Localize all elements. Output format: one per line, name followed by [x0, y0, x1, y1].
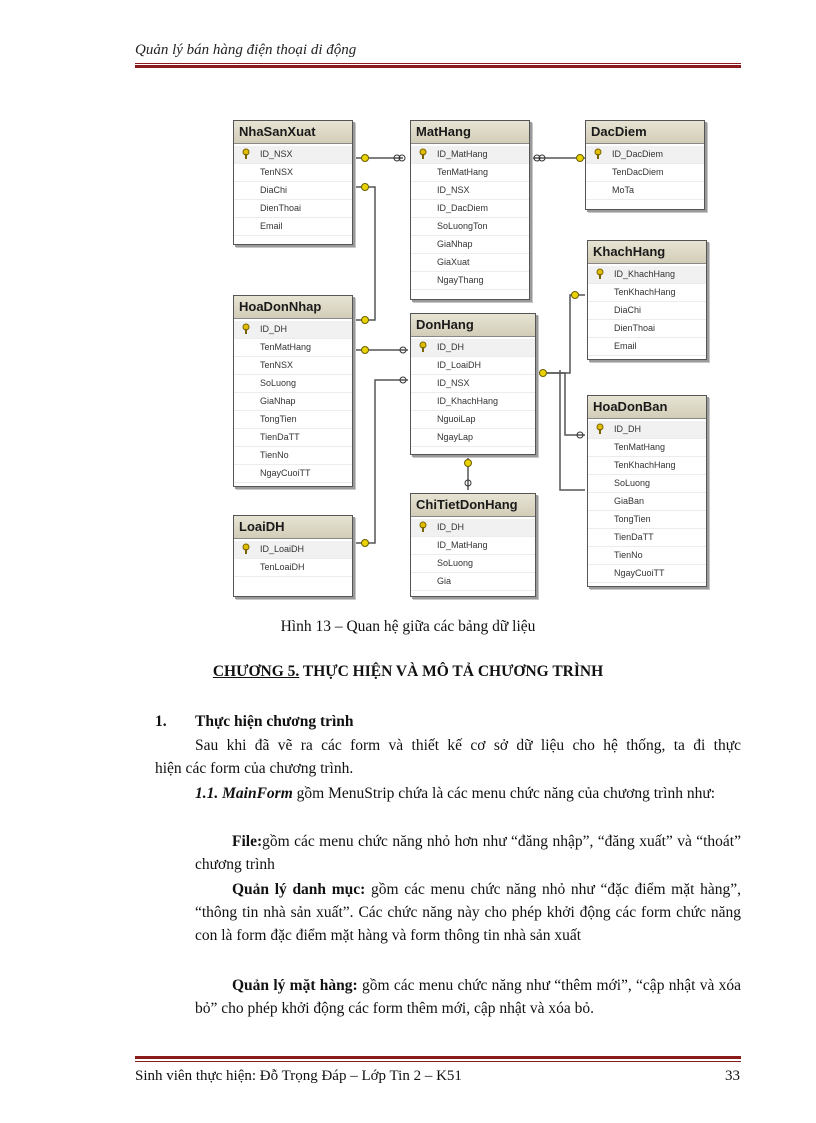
table-row: NgayCuoiTT [234, 465, 352, 483]
table-row: Email [234, 218, 352, 236]
table-title: DacDiem [586, 121, 704, 144]
table-row: DiaChi [588, 302, 706, 320]
primary-key-icon [418, 148, 428, 160]
table-row: ID_DH [411, 519, 535, 537]
primary-key-icon [241, 543, 251, 555]
subsection-mainform [195, 782, 741, 805]
header-rule-thick [135, 65, 741, 68]
primary-key-icon [241, 148, 251, 160]
table-row: TenNSX [234, 164, 352, 182]
table-hoadonnhap [233, 295, 353, 487]
table-row: ID_NSX [234, 146, 352, 164]
table-row: TenMatHang [411, 164, 529, 182]
table-row: SoLuong [588, 475, 706, 493]
table-row: SoLuong [411, 555, 535, 573]
table-row: TenKhachHang [588, 457, 706, 475]
table-dacdiem [585, 120, 705, 210]
table-khachhang [587, 240, 707, 360]
table-row: Email [588, 338, 706, 356]
subsection-name: MainForm [222, 785, 293, 802]
item-term: File: [232, 833, 263, 850]
table-row: GiaXuat [411, 254, 529, 272]
table-row: ID_DacDiem [411, 200, 529, 218]
table-row: TenDacDiem [586, 164, 704, 182]
table-row: NgayThang [411, 272, 529, 290]
table-row: ID_DH [411, 339, 535, 357]
rel-nsx-hoadonnhap [353, 187, 375, 320]
table-hoadonban [587, 395, 707, 587]
section-intro-line-2: hiện các form của chương trình. [155, 760, 354, 777]
menu-item-quan-ly-mat-hang [195, 974, 741, 1020]
rel-hoadonban-join [560, 370, 585, 490]
table-row: ID_KhachHang [411, 393, 535, 411]
menu-item-file [195, 830, 741, 876]
section-intro-line-1: Sau khi đã vẽ ra các form và thiết kế cơ sở dữ liệu cho hệ thống, ta đi thực [195, 737, 741, 754]
section-number: 1. [155, 713, 167, 730]
table-row: TienNo [234, 447, 352, 465]
table-title: KhachHang [588, 241, 706, 264]
primary-key-icon [593, 148, 603, 160]
item-text: gồm các menu chức năng nhỏ như “đặc điểm mặt hàng”, “thông tin nhà sản xuất”. Các chức năng này cho phép khởi động các form chức năng con là form đặc điểm mặt hàng và form thông tin nhà sản xuất [195, 881, 741, 944]
primary-key-icon [595, 423, 605, 435]
table-mathang [410, 120, 530, 300]
table-row: ID_LoaiDH [411, 357, 535, 375]
table-row: MoTa [586, 182, 704, 200]
primary-key-icon [418, 521, 428, 533]
primary-key-icon [418, 341, 428, 353]
table-row: TenMatHang [588, 439, 706, 457]
rel-loaidh-donhang [353, 380, 408, 543]
figure-caption: Hình 13 – Quan hệ giữa các bảng dữ liệu [280, 618, 536, 635]
table-row: ID_MatHang [411, 537, 535, 555]
table-loaidh [233, 515, 353, 597]
table-row: ID_NSX [411, 375, 535, 393]
table-row: ID_DacDiem [586, 146, 704, 164]
table-row: TenMatHang [234, 339, 352, 357]
item-text: gồm các menu chức năng như “thêm mới”, “cập nhật và xóa bỏ” cho phép khởi động các form thêm mới, cập nhật và xóa bỏ. [195, 977, 741, 1017]
table-row: SoLuongTon [411, 218, 529, 236]
table-row: TenKhachHang [588, 284, 706, 302]
header-rule-thin [135, 63, 741, 64]
table-nhasanxuat [233, 120, 353, 245]
table-row: NguoiLap [411, 411, 535, 429]
table-row: ID_DH [588, 421, 706, 439]
page-number: 33 [725, 1068, 740, 1084]
table-row: DienThoai [588, 320, 706, 338]
primary-key-icon [241, 323, 251, 335]
table-title: NhaSanXuat [234, 121, 352, 144]
running-header-title: Quản lý bán hàng điện thoại di động [135, 42, 357, 58]
primary-key-icon [595, 268, 605, 280]
table-row: ID_LoaiDH [234, 541, 352, 559]
table-row: ID_DH [234, 321, 352, 339]
table-row: NgayLap [411, 429, 535, 447]
table-row: TienNo [588, 547, 706, 565]
table-row: TongTien [588, 511, 706, 529]
table-title: LoaiDH [234, 516, 352, 539]
table-row: DiaChi [234, 182, 352, 200]
section-heading: Thực hiện chương trình [195, 713, 354, 730]
table-title: HoaDonNhap [234, 296, 352, 319]
table-title: HoaDonBan [588, 396, 706, 419]
footer-rule-thick [135, 1056, 741, 1059]
table-title: DonHang [411, 314, 535, 337]
table-row: TienDaTT [234, 429, 352, 447]
table-donhang [410, 313, 536, 455]
er-diagram [225, 115, 725, 605]
table-chitietdonhang [410, 493, 536, 597]
chapter-label: CHƯƠNG 5. [212, 663, 300, 680]
table-title: MatHang [411, 121, 529, 144]
table-row: SoLuong [234, 375, 352, 393]
chapter-title: THỰC HIỆN VÀ MÔ TẢ CHƯƠNG TRÌNH [299, 663, 604, 680]
item-text: gồm các menu chức năng nhỏ hơn như “đăng nhập”, “đăng xuất” và “thoát” chương trình [195, 833, 741, 873]
footer-author: Sinh viên thực hiện: Đỗ Trọng Đáp – Lớp Tin 2 – K51 [135, 1068, 462, 1084]
table-row: NgayCuoiTT [588, 565, 706, 583]
item-term: Quản lý danh mục: [232, 881, 366, 898]
table-row: GiaNhap [411, 236, 529, 254]
subsection-text: gồm MenuStrip chứa là các menu chức năng của chương trình như: [292, 785, 716, 802]
table-row: Gia [411, 573, 535, 591]
table-row: ID_NSX [411, 182, 529, 200]
table-row: GiaNhap [234, 393, 352, 411]
item-term: Quản lý mặt hàng: [232, 977, 358, 994]
table-row: ID_MatHang [411, 146, 529, 164]
table-row: ID_KhachHang [588, 266, 706, 284]
table-row: TenLoaiDH [234, 559, 352, 577]
menu-item-quan-ly-danh-muc [195, 878, 741, 947]
footer-rule-thin [135, 1061, 741, 1062]
table-row: TenNSX [234, 357, 352, 375]
table-row: TongTien [234, 411, 352, 429]
table-title: ChiTietDonHang [411, 494, 535, 517]
rel-khachhang-donhang [537, 295, 585, 373]
rel-donhang-hoadonban [537, 373, 585, 435]
chapter-heading [0, 663, 816, 681]
subsection-number: 1.1. [195, 785, 219, 802]
table-row: TienDaTT [588, 529, 706, 547]
table-row: DienThoai [234, 200, 352, 218]
table-row: GiaBan [588, 493, 706, 511]
